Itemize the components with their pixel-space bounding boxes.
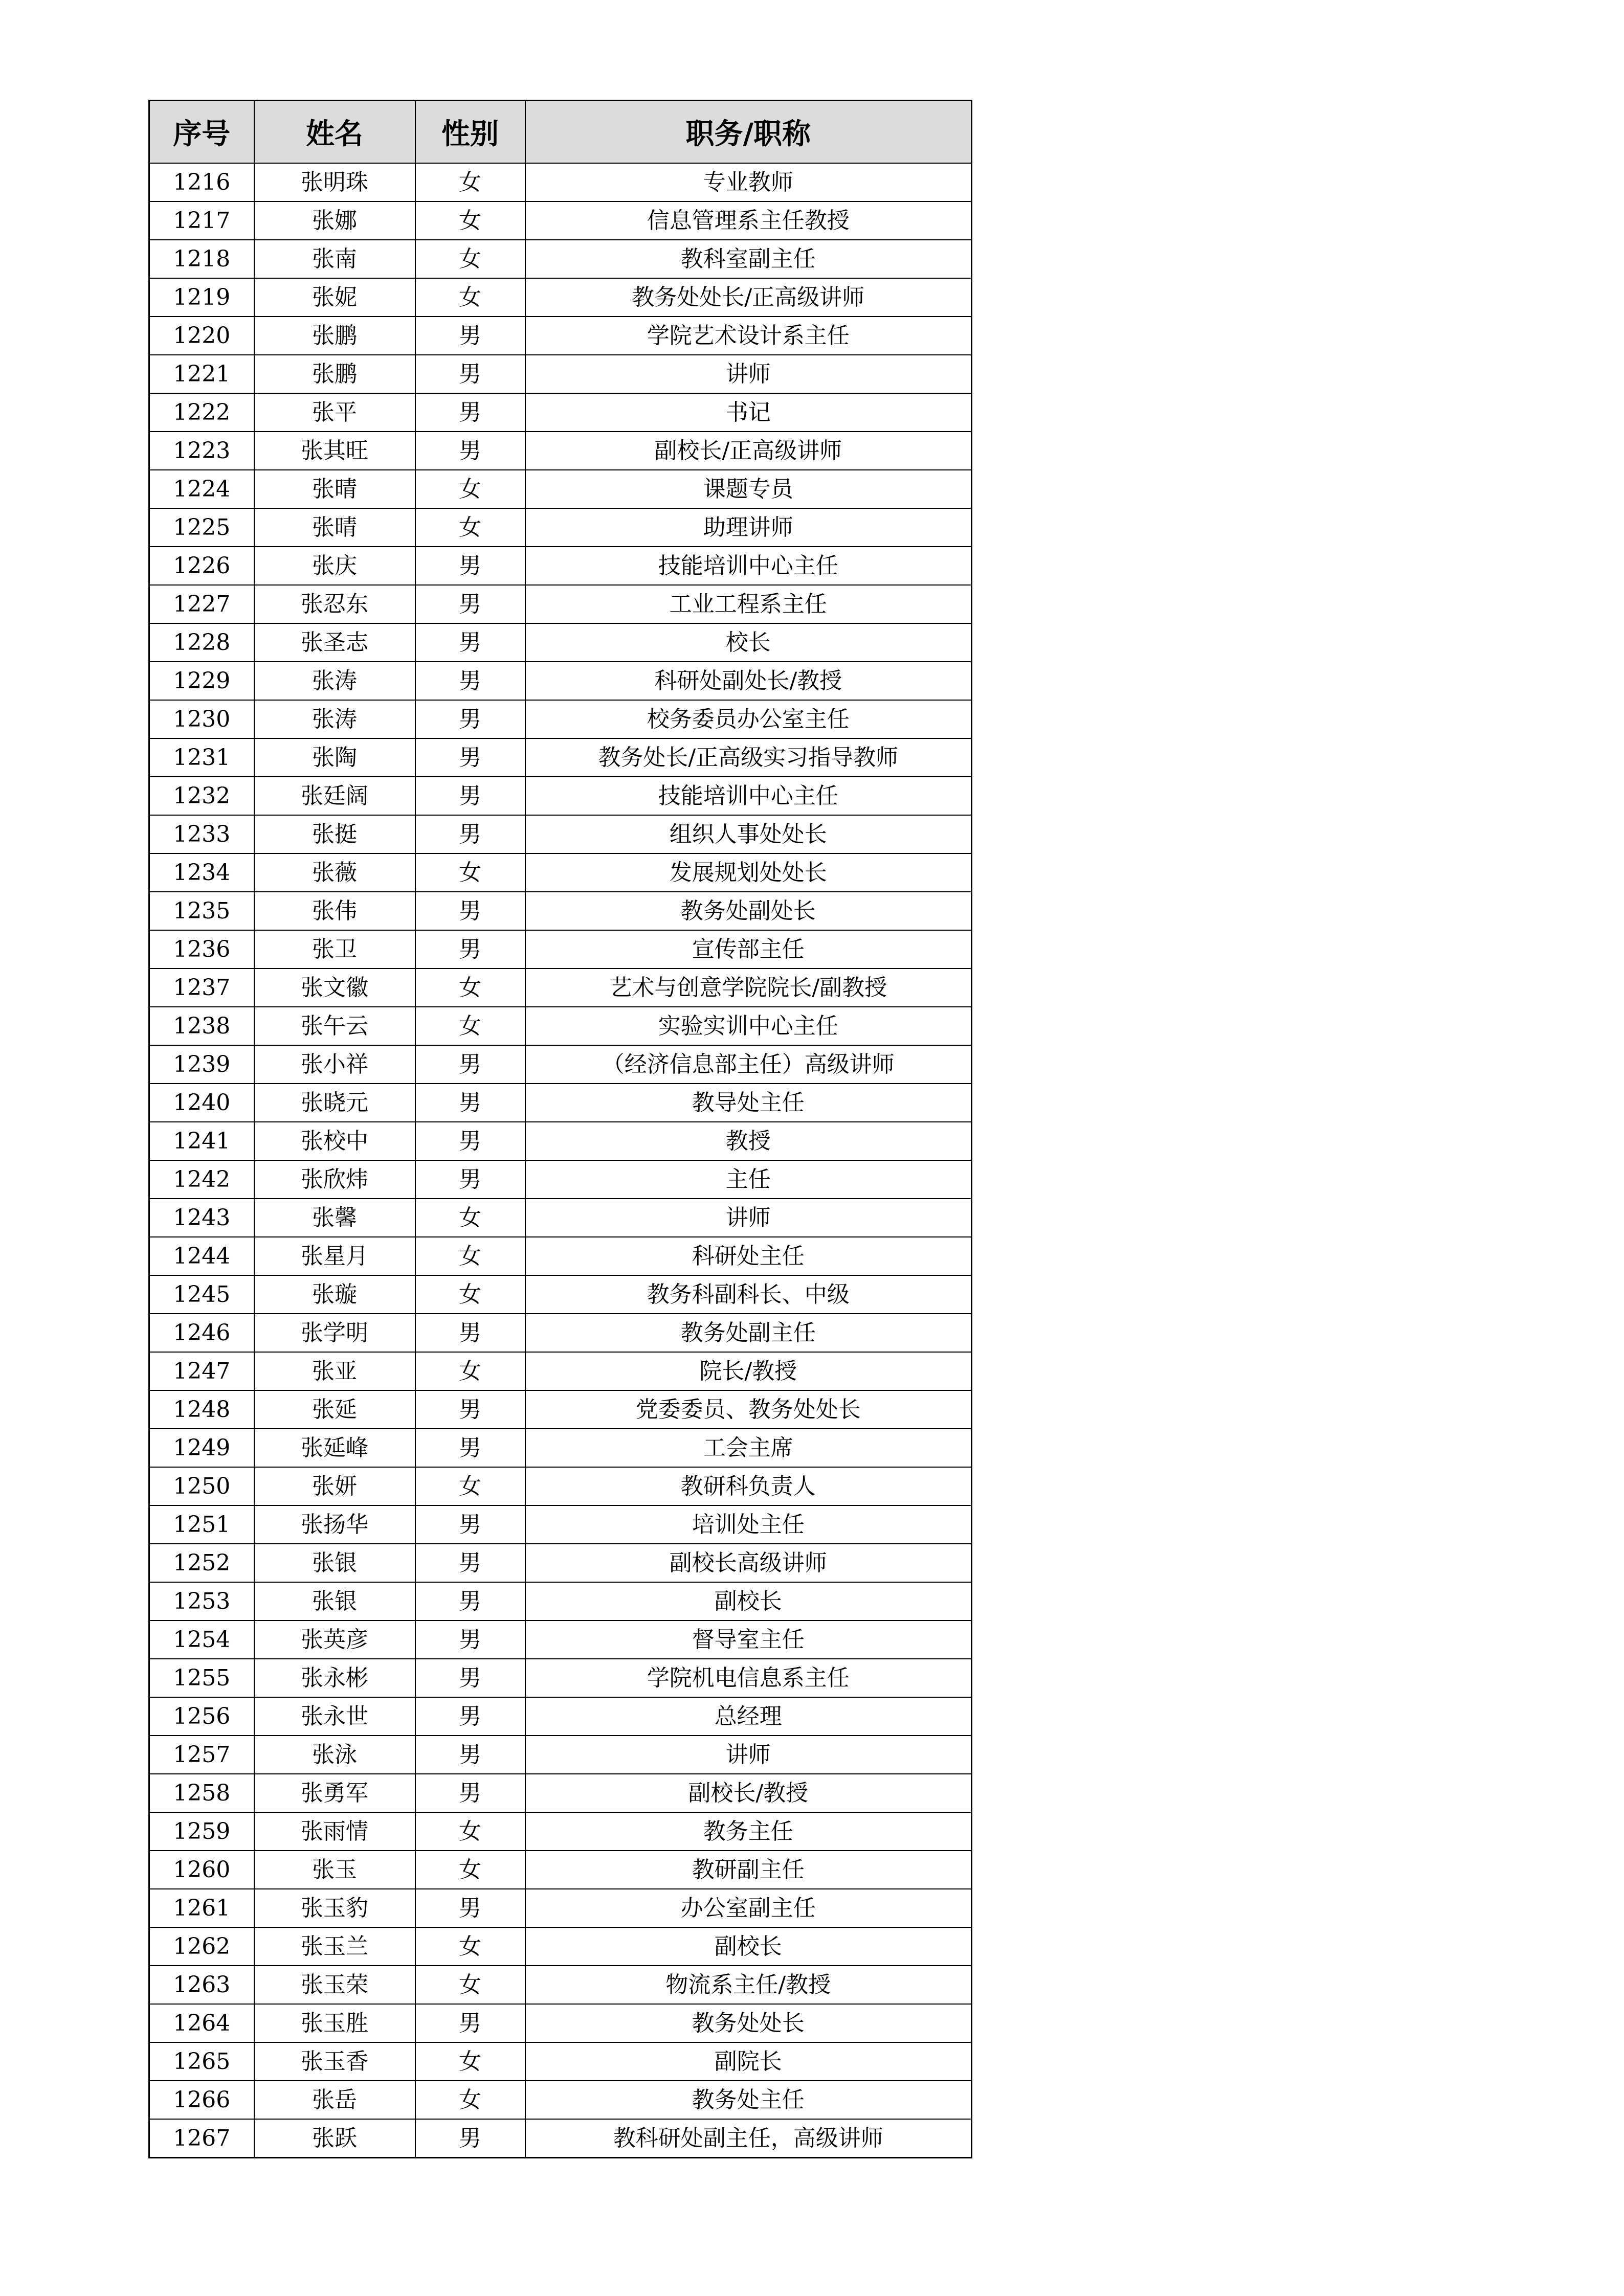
table-row [149,355,972,393]
table-row [149,201,972,240]
position-title-cell: 教务处副处长 [525,892,972,930]
position-title-cell: 教务处处长 [525,2004,972,2042]
gender-cell: 男 [415,1122,525,1160]
table-row [149,777,972,815]
name-cell: 张岳 [254,2081,415,2119]
name-cell: 张陶 [254,738,415,777]
serial-number-cell: 1243 [149,1199,254,1237]
name-cell: 张延峰 [254,1429,415,1467]
table-row [149,393,972,432]
gender-cell: 女 [415,853,525,892]
serial-number-cell: 1256 [149,1697,254,1736]
name-cell: 张玉 [254,1851,415,1889]
position-title-cell: 书记 [525,393,972,432]
name-cell: 张妍 [254,1467,415,1505]
table-row [149,1620,972,1659]
gender-cell: 女 [415,1812,525,1851]
name-cell: 张圣志 [254,623,415,662]
position-title-cell: 督导室主任 [525,1620,972,1659]
name-cell: 张欣炜 [254,1160,415,1199]
position-title-cell: 教研科负责人 [525,1467,972,1505]
position-title-cell: 党委委员、教务处处长 [525,1390,972,1429]
table-row [149,1314,972,1352]
table-row [149,969,972,1007]
gender-cell: 女 [415,1275,525,1314]
gender-cell: 男 [415,1659,525,1697]
serial-number-cell: 1264 [149,2004,254,2042]
name-cell: 张永彬 [254,1659,415,1697]
table-row [149,1812,972,1851]
table-row [149,1160,972,1199]
table-row [149,1966,972,2004]
gender-cell: 男 [415,738,525,777]
position-title-cell: 讲师 [525,1736,972,1774]
name-cell: 张勇军 [254,1774,415,1812]
name-cell: 张晴 [254,470,415,508]
serial-number-cell: 1249 [149,1429,254,1467]
serial-number-cell: 1246 [149,1314,254,1352]
position-title-cell: 艺术与创意学院院长/副教授 [525,969,972,1007]
table-row [149,1697,972,1736]
position-title-cell: 技能培训中心主任 [525,777,972,815]
gender-cell: 男 [415,1429,525,1467]
name-cell: 张永世 [254,1697,415,1736]
name-cell: 张涛 [254,700,415,738]
serial-number-cell: 1252 [149,1544,254,1582]
table-row [149,1275,972,1314]
position-title-cell: 办公室副主任 [525,1889,972,1927]
serial-number-cell: 1244 [149,1237,254,1275]
table-row [149,930,972,969]
position-title-cell: 副校长 [525,1582,972,1620]
position-title-cell: 教授 [525,1122,972,1160]
name-cell: 张文徽 [254,969,415,1007]
table-row [149,163,972,201]
name-cell: 张廷阔 [254,777,415,815]
serial-number-cell: 1251 [149,1505,254,1544]
serial-number-cell: 1237 [149,969,254,1007]
table-row [149,892,972,930]
serial-number-cell: 1250 [149,1467,254,1505]
header-gender: 性别 [415,101,525,164]
table-header [149,101,972,164]
position-title-cell: 教务处长/正高级实习指导教师 [525,738,972,777]
table-row [149,738,972,777]
table-row [149,853,972,892]
serial-number-cell: 1254 [149,1620,254,1659]
position-title-cell: 主任 [525,1160,972,1199]
name-cell: 张亚 [254,1352,415,1390]
name-cell: 张挺 [254,815,415,853]
table-row [149,1851,972,1889]
serial-number-cell: 1259 [149,1812,254,1851]
serial-number-cell: 1227 [149,585,254,623]
serial-number-cell: 1231 [149,738,254,777]
position-title-cell: 副校长/正高级讲师 [525,432,972,470]
position-title-cell: 院长/教授 [525,1352,972,1390]
gender-cell: 男 [415,355,525,393]
serial-number-cell: 1266 [149,2081,254,2119]
gender-cell: 男 [415,815,525,853]
header-name: 姓名 [254,101,415,164]
serial-number-cell: 1253 [149,1582,254,1620]
serial-number-cell: 1220 [149,317,254,355]
name-cell: 张娜 [254,201,415,240]
serial-number-cell: 1263 [149,1966,254,2004]
position-title-cell: 校务委员办公室主任 [525,700,972,738]
table-row [149,1429,972,1467]
table-row [149,317,972,355]
table-row [149,1927,972,1966]
gender-cell: 女 [415,2042,525,2081]
position-title-cell: 教务主任 [525,1812,972,1851]
table-row [149,1352,972,1390]
table-row [149,623,972,662]
name-cell: 张午云 [254,1007,415,1045]
gender-cell: 女 [415,1467,525,1505]
name-cell: 张晓元 [254,1084,415,1122]
position-title-cell: 副校长 [525,1927,972,1966]
gender-cell: 男 [415,623,525,662]
name-cell: 张庆 [254,547,415,585]
table-row [149,1505,972,1544]
name-cell: 张晴 [254,508,415,547]
table-row [149,1467,972,1505]
header-serial-number: 序号 [149,101,254,164]
gender-cell: 男 [415,2004,525,2042]
name-cell: 张英彦 [254,1620,415,1659]
serial-number-cell: 1225 [149,508,254,547]
serial-number-cell: 1226 [149,547,254,585]
position-title-cell: 学院艺术设计系主任 [525,317,972,355]
serial-number-cell: 1236 [149,930,254,969]
position-title-cell: 培训处主任 [525,1505,972,1544]
name-cell: 张卫 [254,930,415,969]
position-title-cell: 信息管理系主任教授 [525,201,972,240]
name-cell: 张伟 [254,892,415,930]
gender-cell: 男 [415,393,525,432]
name-cell: 张小祥 [254,1045,415,1084]
position-title-cell: 技能培训中心主任 [525,547,972,585]
table-row [149,1237,972,1275]
position-title-cell: 科研处副处长/教授 [525,662,972,700]
gender-cell: 男 [415,1582,525,1620]
gender-cell: 女 [415,508,525,547]
gender-cell: 女 [415,1237,525,1275]
serial-number-cell: 1230 [149,700,254,738]
gender-cell: 女 [415,1007,525,1045]
table-row [149,1084,972,1122]
position-title-cell: 教务处处长/正高级讲师 [525,278,972,317]
serial-number-cell: 1265 [149,2042,254,2081]
gender-cell: 男 [415,700,525,738]
serial-number-cell: 1242 [149,1160,254,1199]
table-row [149,1736,972,1774]
gender-cell: 女 [415,240,525,278]
gender-cell: 男 [415,317,525,355]
table-row [149,278,972,317]
name-cell: 张鹏 [254,317,415,355]
position-title-cell: 科研处主任 [525,1237,972,1275]
table-row [149,815,972,853]
serial-number-cell: 1224 [149,470,254,508]
staff-roster-table [148,100,972,2158]
serial-number-cell: 1267 [149,2119,254,2158]
table-row [149,508,972,547]
name-cell: 张泳 [254,1736,415,1774]
serial-number-cell: 1238 [149,1007,254,1045]
table-row [149,700,972,738]
header-position-title: 职务/职称 [525,101,972,164]
serial-number-cell: 1217 [149,201,254,240]
table-row [149,2042,972,2081]
name-cell: 张玉胜 [254,2004,415,2042]
serial-number-cell: 1245 [149,1275,254,1314]
name-cell: 张学明 [254,1314,415,1352]
serial-number-cell: 1240 [149,1084,254,1122]
name-cell: 张鹏 [254,355,415,393]
table-row [149,1390,972,1429]
gender-cell: 男 [415,777,525,815]
table-row [149,1007,972,1045]
position-title-cell: 副校长高级讲师 [525,1544,972,1582]
gender-cell: 男 [415,2119,525,2158]
serial-number-cell: 1233 [149,815,254,853]
serial-number-cell: 1248 [149,1390,254,1429]
gender-cell: 女 [415,1851,525,1889]
serial-number-cell: 1239 [149,1045,254,1084]
table-row [149,1199,972,1237]
table-row [149,1122,972,1160]
serial-number-cell: 1221 [149,355,254,393]
position-title-cell: 教科研处副主任，高级讲师 [525,2119,972,2158]
name-cell: 张忍东 [254,585,415,623]
table-row [149,1045,972,1084]
serial-number-cell: 1228 [149,623,254,662]
serial-number-cell: 1216 [149,163,254,201]
table-row [149,662,972,700]
position-title-cell: 教研副主任 [525,1851,972,1889]
table-row [149,547,972,585]
position-title-cell: 讲师 [525,355,972,393]
gender-cell: 男 [415,1314,525,1352]
header-row [149,101,972,164]
gender-cell: 男 [415,432,525,470]
position-title-cell: 工业工程系主任 [525,585,972,623]
gender-cell: 男 [415,1390,525,1429]
position-title-cell: 物流系主任/教授 [525,1966,972,2004]
table-row [149,1659,972,1697]
table-row [149,240,972,278]
position-title-cell: 教导处主任 [525,1084,972,1122]
name-cell: 张薇 [254,853,415,892]
gender-cell: 男 [415,1045,525,1084]
gender-cell: 女 [415,1199,525,1237]
name-cell: 张妮 [254,278,415,317]
position-title-cell: 实验实训中心主任 [525,1007,972,1045]
table-row [149,1582,972,1620]
serial-number-cell: 1219 [149,278,254,317]
table-row [149,432,972,470]
gender-cell: 男 [415,662,525,700]
position-title-cell: 教科室副主任 [525,240,972,278]
name-cell: 张延 [254,1390,415,1429]
name-cell: 张校中 [254,1122,415,1160]
position-title-cell: 教务科副科长、中级 [525,1275,972,1314]
table-body [149,163,972,2158]
table-row [149,2004,972,2042]
name-cell: 张其旺 [254,432,415,470]
name-cell: 张璇 [254,1275,415,1314]
gender-cell: 女 [415,1927,525,1966]
position-title-cell: 校长 [525,623,972,662]
gender-cell: 女 [415,1966,525,2004]
position-title-cell: 专业教师 [525,163,972,201]
name-cell: 张明珠 [254,163,415,201]
serial-number-cell: 1255 [149,1659,254,1697]
gender-cell: 男 [415,930,525,969]
position-title-cell: 发展规划处处长 [525,853,972,892]
gender-cell: 男 [415,1774,525,1812]
serial-number-cell: 1257 [149,1736,254,1774]
gender-cell: 男 [415,1160,525,1199]
gender-cell: 男 [415,1736,525,1774]
position-title-cell: 总经理 [525,1697,972,1736]
position-title-cell: 工会主席 [525,1429,972,1467]
serial-number-cell: 1262 [149,1927,254,1966]
position-title-cell: 助理讲师 [525,508,972,547]
gender-cell: 女 [415,201,525,240]
table-row [149,1774,972,1812]
gender-cell: 女 [415,1352,525,1390]
serial-number-cell: 1260 [149,1851,254,1889]
serial-number-cell: 1258 [149,1774,254,1812]
name-cell: 张涛 [254,662,415,700]
name-cell: 张银 [254,1544,415,1582]
serial-number-cell: 1241 [149,1122,254,1160]
serial-number-cell: 1247 [149,1352,254,1390]
table-row [149,585,972,623]
table-row [149,1544,972,1582]
name-cell: 张南 [254,240,415,278]
serial-number-cell: 1222 [149,393,254,432]
name-cell: 张跃 [254,2119,415,2158]
table-row [149,1889,972,1927]
position-title-cell: 教务处副主任 [525,1314,972,1352]
position-title-cell: 讲师 [525,1199,972,1237]
gender-cell: 女 [415,2081,525,2119]
gender-cell: 男 [415,1697,525,1736]
name-cell: 张银 [254,1582,415,1620]
position-title-cell: 学院机电信息系主任 [525,1659,972,1697]
serial-number-cell: 1232 [149,777,254,815]
table-row [149,2119,972,2158]
serial-number-cell: 1229 [149,662,254,700]
gender-cell: 男 [415,1544,525,1582]
table-row [149,2081,972,2119]
gender-cell: 女 [415,278,525,317]
gender-cell: 男 [415,1620,525,1659]
position-title-cell: 组织人事处处长 [525,815,972,853]
name-cell: 张玉香 [254,2042,415,2081]
position-title-cell: 课题专员 [525,470,972,508]
name-cell: 张雨情 [254,1812,415,1851]
gender-cell: 女 [415,163,525,201]
serial-number-cell: 1223 [149,432,254,470]
gender-cell: 女 [415,470,525,508]
name-cell: 张星月 [254,1237,415,1275]
serial-number-cell: 1234 [149,853,254,892]
gender-cell: 男 [415,892,525,930]
position-title-cell: （经济信息部主任）高级讲师 [525,1045,972,1084]
serial-number-cell: 1235 [149,892,254,930]
position-title-cell: 副校长/教授 [525,1774,972,1812]
name-cell: 张玉兰 [254,1927,415,1966]
gender-cell: 男 [415,1084,525,1122]
position-title-cell: 宣传部主任 [525,930,972,969]
name-cell: 张馨 [254,1199,415,1237]
gender-cell: 女 [415,969,525,1007]
serial-number-cell: 1218 [149,240,254,278]
serial-number-cell: 1261 [149,1889,254,1927]
name-cell: 张玉荣 [254,1966,415,2004]
gender-cell: 男 [415,585,525,623]
position-title-cell: 副院长 [525,2042,972,2081]
name-cell: 张玉豹 [254,1889,415,1927]
gender-cell: 男 [415,547,525,585]
table-row [149,470,972,508]
gender-cell: 男 [415,1889,525,1927]
name-cell: 张平 [254,393,415,432]
gender-cell: 男 [415,1505,525,1544]
position-title-cell: 教务处主任 [525,2081,972,2119]
name-cell: 张扬华 [254,1505,415,1544]
